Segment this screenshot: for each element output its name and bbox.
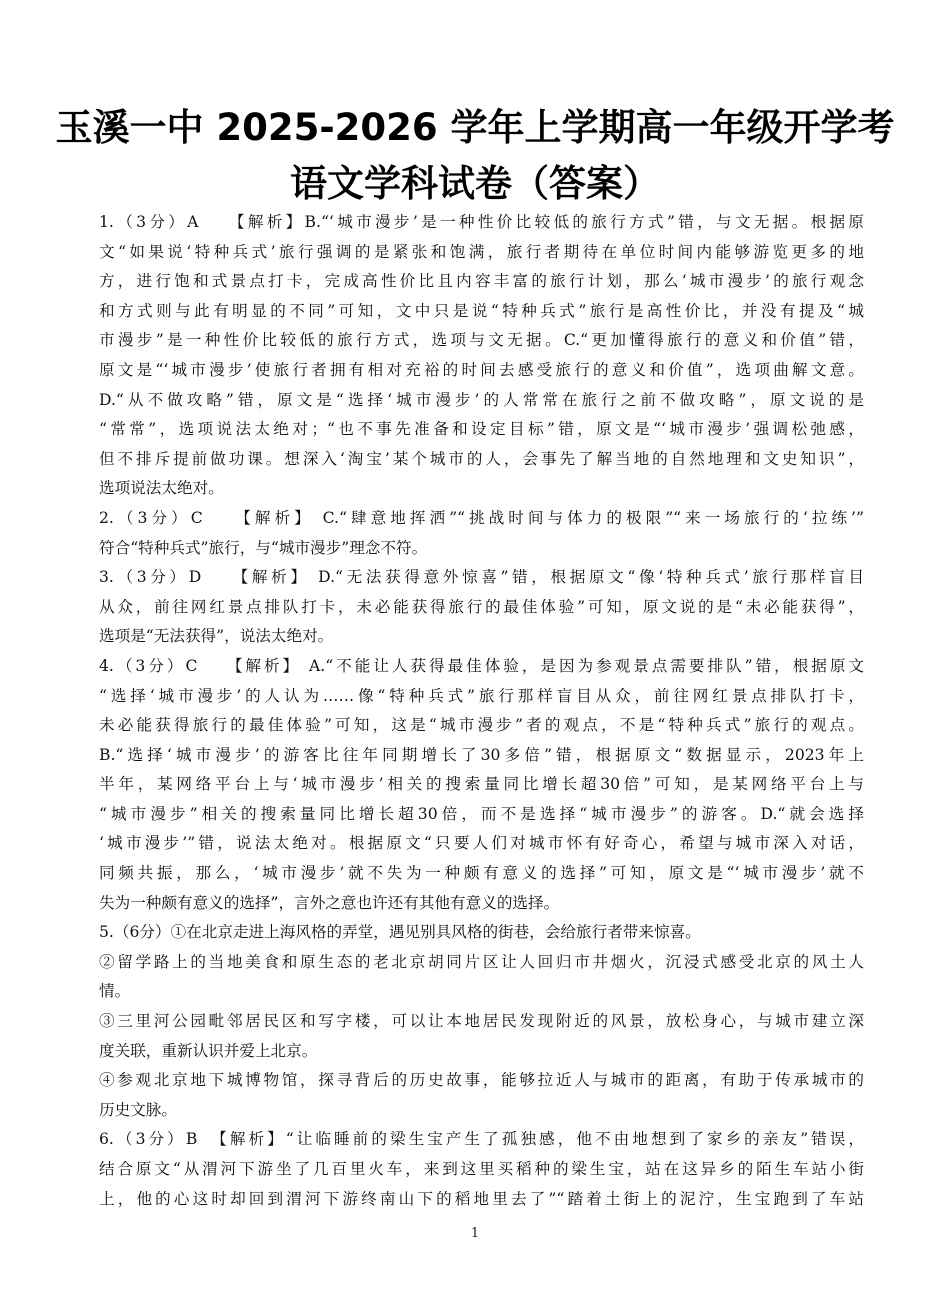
text-line: 选项说法太绝对。 (99, 479, 224, 498)
text-line: 但不排斥提前做功课。想深入‘淘宝’某个城市的人，会事先了解当地的自然地理和文史知识”， (99, 449, 864, 468)
text-line: 1.（3分）A 【解析】B.“‘城市漫步’是一种性价比较低的旅行方式”错，与文无据。根据原 (99, 213, 864, 231)
text-line: 方，进行饱和式景点打卡，完成高性价比且内容丰富的旅行计划，那么‘城市漫步’的旅行观念 (99, 272, 864, 291)
text-line: B.“选择‘城市漫步’的游客比往年同期增长了30多倍”错，根据原文“数据显示，2023年上 (99, 745, 864, 764)
text-line: 从众，前往网红景点排队打卡，未必能获得旅行的最佳体验”可知，原文说的是“未必能获得”， (99, 597, 864, 616)
text-line: 符合“特种兵式”旅行，与“城市漫步”理念不符。 (99, 538, 428, 557)
text-line: 同频共振，那么，‘城市漫步’就不失为一种颇有意义的选择”可知，原文是“‘城市漫步’就不 (99, 864, 864, 883)
text-line: ③三里河公园毗邻居民区和写字楼，可以让本地居民发现附近的风景，放松身心，与城市建立深 (99, 1012, 864, 1031)
text-line: 和方式则与此有明显的不同”可知，文中只是说“特种兵式”旅行是高性价比，并没有提及“城 (99, 301, 864, 320)
text-line: 4.（3分）C 【解析】 A.“不能让人获得最佳体验，是因为参观景点需要排队”错，根据原文 (99, 656, 864, 675)
answer-body (99, 208, 864, 1214)
text-line: 度关联，重新认识并爱上北京。 (99, 1041, 318, 1060)
text-line: 5.（6分）①在北京走进上海风格的弄堂，遇见别具风格的街巷，会给旅行者带来惊喜。 (99, 923, 701, 942)
text-line: 原文是“‘城市漫步’使旅行者拥有相对充裕的时间去感受旅行的意义和价值”，选项曲解文意。 (99, 360, 864, 379)
text-line: “城市漫步”相关的搜索量同比增长超30倍，而不是选择“城市漫步”的游客。D.“就会选择 (99, 804, 864, 823)
text-line: 结合原文“从渭河下游坐了几百里火车，来到这里买稻种的梁生宝，站在这异乡的陌生车站小街 (99, 1160, 864, 1178)
document-title-line-1: 玉溪一中 2025-2026 学年上学期高一年级开学考 (55, 106, 895, 149)
text-line: ②留学路上的当地美食和原生态的老北京胡同片区让人回归市井烟火，沉浸式感受北京的风土人 (99, 952, 864, 971)
text-line: 文“如果说‘特种兵式’旅行强调的是紧张和饱满，旅行者期待在单位时间内能够游览更多的地 (99, 242, 864, 261)
text-line: 未必能获得旅行的最佳体验”可知，这是“城市漫步”者的观点，不是“特种兵式”旅行的观点。 (99, 716, 864, 735)
text-line: 2.（3分）C 【解析】 C.“肆意地挥洒”“挑战时间与体力的极限”“来一场旅行的‘拉练’” (99, 508, 864, 527)
text-line: D.“从不做攻略”错，原文是“选择‘城市漫步’的人常常在旅行之前不做攻略”，原文说的是 (99, 390, 864, 409)
page-number: 1 (470, 1226, 480, 1241)
text-line: 6.（3分）B 【解析】“让临睡前的梁生宝产生了孤独感，他不由地想到了家乡的亲友”错误， (99, 1130, 864, 1149)
text-line: 失为一种颇有意义的选择”，言外之意也许还有其他有意义的选择。 (99, 893, 560, 912)
text-line: 上，他的心这时却回到渭河下游终南山下的稻地里去了”“踏着土街上的泥泞，生宝跑到了车站 (99, 1189, 864, 1208)
text-line: 市漫步”是一种性价比较低的旅行方式，选项与文无据。C.“更加懂得旅行的意义和价值”错， (99, 331, 864, 350)
text-line: 3.（3分）D 【解析】 D.“无法获得意外惊喜”错，根据原文“像‘特种兵式’旅行那样盲目 (99, 568, 864, 587)
text-line: ‘城市漫步’”错，说法太绝对。根据原文“只要人们对城市怀有好奇心，希望与城市深入对话， (99, 834, 864, 853)
text-line: 半年，某网络平台上与‘城市漫步’相关的搜索量同比增长超30倍”可知，是某网络平台上与 (99, 775, 864, 794)
text-line: 情。 (99, 982, 131, 1001)
text-line: “常常”，选项说法太绝对；“也不事先准备和设定目标”错，原文是“‘城市漫步’强调松弛感， (99, 420, 864, 439)
text-line: 历史文脉。 (99, 1100, 177, 1119)
text-line: “选择‘城市漫步’的人认为……像“特种兵式”旅行那样盲目从众，前往网红景点排队打卡， (99, 686, 864, 705)
text-line: 选项是“无法获得”，说法太绝对。 (99, 627, 334, 646)
document-title-line-2: 语文学科试卷（答案） (290, 162, 660, 205)
text-line: ④参观北京地下城博物馆，探寻背后的历史故事，能够拉近人与城市的距离，有助于传承城市的 (99, 1071, 864, 1090)
